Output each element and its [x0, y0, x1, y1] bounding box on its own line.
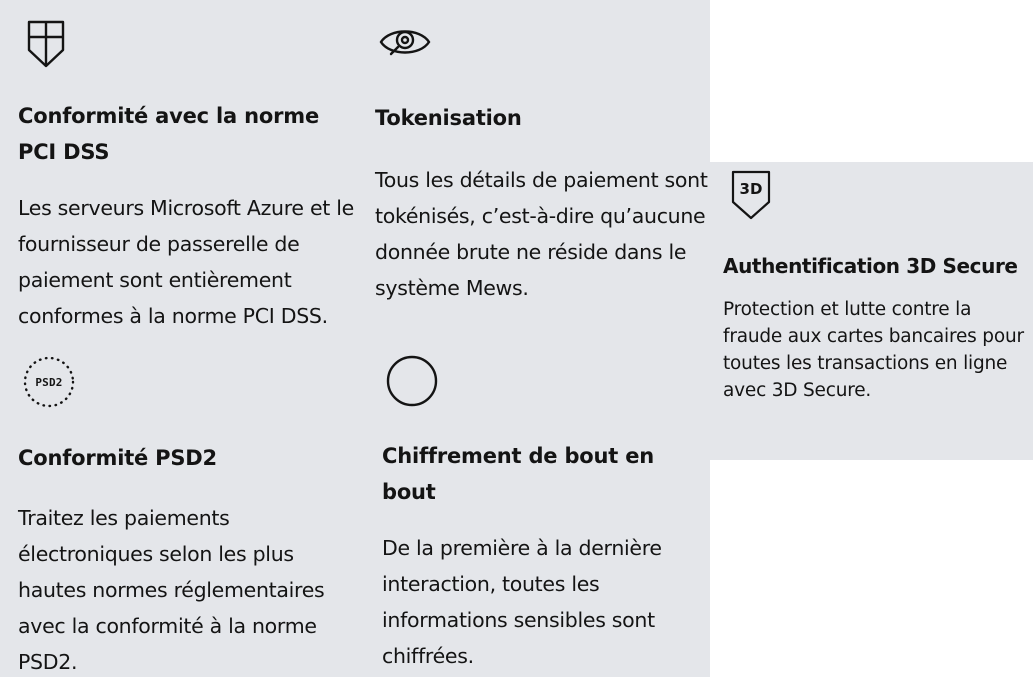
encryption-feature — [382, 438, 707, 674]
psd2-feature — [18, 440, 368, 680]
3d-secure-shield-icon — [731, 170, 771, 224]
3d-secure-description: Protection et lutte contre la fraude aux cartes bancaires pour toutes les transactions en ligne avec 3D Secure. — [723, 299, 1024, 401]
psd2-label: PSD2 — [35, 375, 63, 389]
eye-icon — [378, 24, 432, 64]
pci-dss-title: Conformité avec la norme PCI DSS — [18, 104, 319, 164]
encryption-title: Chiffrement de bout en bout — [382, 444, 654, 504]
3d-secure-title: Authentification 3D Secure — [723, 254, 1018, 278]
pci-dss-description: Les serveurs Microsoft Azure et le fournisseur de passerelle de paiement sont entièrement conformes à la norme PCI DSS. — [18, 196, 354, 328]
encryption-description: De la première à la dernière interaction, toutes les informations sensibles sont chiffrées. — [382, 536, 662, 668]
tokenisation-feature — [375, 100, 710, 306]
psd2-title: Conformité PSD2 — [18, 446, 217, 470]
3d-secure-feature — [723, 248, 1033, 404]
tokenisation-title: Tokenisation — [375, 106, 522, 130]
circle-icon — [385, 354, 439, 412]
pci-dss-feature — [18, 98, 363, 334]
3d-label: 3D — [739, 180, 763, 198]
psd2-description: Traitez les paiements électroniques selon les plus hautes normes réglementaires avec la conformité à la norme PSD2. — [18, 506, 325, 674]
psd2-badge-icon — [22, 355, 76, 409]
shield-grid-icon — [27, 20, 65, 72]
tokenisation-description: Tous les détails de paiement sont tokénisés, c’est-à-dire qu’aucune donnée brute ne réside dans le système Mews. — [375, 168, 708, 300]
